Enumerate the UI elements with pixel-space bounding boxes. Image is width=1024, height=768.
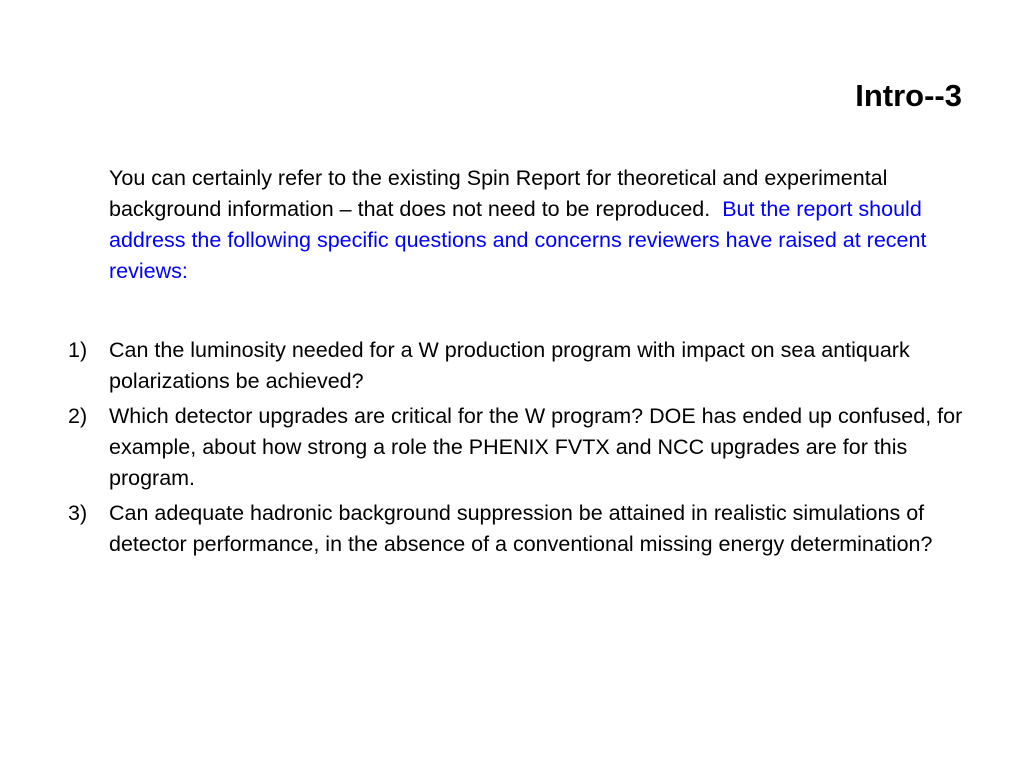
slide-title: Intro--3 — [855, 78, 962, 113]
question-text: Which detector upgrades are critical for the W program? DOE has ended up confused, for example, about how strong a role the PHENIX FVTX and NCC upgrades are for this program. — [109, 404, 963, 490]
question-number: 2) — [68, 404, 88, 428]
question-item — [68, 401, 978, 494]
question-number: 1) — [68, 338, 88, 362]
intro-highlight-text: But the report should address the following specific questions and concerns reviewers have raised at recent reviews: — [109, 197, 927, 283]
question-item — [68, 498, 978, 560]
question-list — [68, 335, 978, 564]
question-number: 3) — [68, 501, 88, 525]
question-text: Can adequate hadronic background suppression be attained in realistic simulations of detector performance, in the absence of a conventional missing energy determination? — [109, 501, 933, 556]
intro-text: You can certainly refer to the existing Spin Report for theoretical and experimental background information – that does not need to be reproduced. — [109, 166, 888, 221]
question-item — [68, 335, 978, 397]
intro-paragraph — [109, 163, 979, 287]
question-text: Can the luminosity needed for a W production program with impact on sea antiquark polarizations be achieved? — [109, 338, 910, 393]
